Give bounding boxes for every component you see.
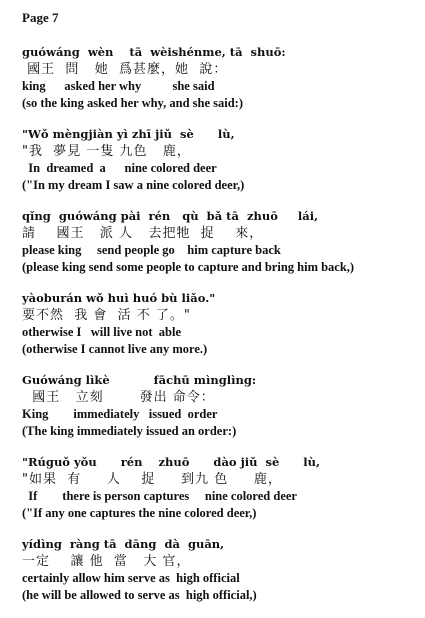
translation-line: (please king send some people to capture and bring him back,) xyxy=(22,260,355,274)
pinyin-line: guówáng wèn tā wèishénme, tā shuō: xyxy=(22,45,286,59)
stanza xyxy=(22,454,417,522)
chinese-line: 請 國王 派 人 去把牠 捉 來， xyxy=(22,226,264,241)
translation-line: (otherwise I cannot live any more.) xyxy=(22,342,208,356)
translation-line: (The king immediately issued an order:) xyxy=(22,424,237,438)
page-title: Page 7 xyxy=(22,10,59,25)
gloss-line: certainly allow him serve as high official xyxy=(22,571,240,585)
pinyin-line: yàoburán wǒ huì huó bù liǎo." xyxy=(22,291,216,305)
pinyin-line: Guówáng lìkè fāchū mìnglìng: xyxy=(22,373,257,387)
gloss-line: In dreamed a nine colored deer xyxy=(22,161,217,175)
chinese-line: "我 夢見 一隻 九色 鹿， xyxy=(22,144,191,159)
chinese-line: "如果 有 人 捉 到九 色 鹿， xyxy=(22,472,282,487)
translation-line: ("In my dream I saw a nine colored deer,) xyxy=(22,178,245,192)
gloss-line: otherwise I will live not able xyxy=(22,325,182,339)
chinese-line: 一定 讓 他 當 大 官， xyxy=(22,554,191,569)
pinyin-line: "Wǒ mèngjiàn yì zhī jiǔ sè lù, xyxy=(22,127,235,141)
translation-line: (he will be allowed to serve as high official,) xyxy=(22,588,257,602)
pinyin-line: "Rúguǒ yǒu rén zhuō dào jiǔ sè lù, xyxy=(22,455,321,469)
gloss-line: King immediately issued order xyxy=(22,407,218,421)
stanza-list xyxy=(22,44,417,604)
gloss-line: If there is person captures nine colored deer xyxy=(22,489,297,503)
pinyin-line: qǐng guówáng pài rén qù bǎ tā zhuō lái, xyxy=(22,209,319,223)
stanza xyxy=(22,208,417,276)
stanza xyxy=(22,126,417,194)
stanza xyxy=(22,536,417,604)
chinese-line: 國王 立刻 發出 命令： xyxy=(22,390,215,405)
document-page xyxy=(22,10,417,618)
gloss-line: king asked her why she said xyxy=(22,79,215,93)
stanza xyxy=(22,372,417,440)
pinyin-line: yídìng ràng tā dāng dà guān, xyxy=(22,537,225,551)
chinese-line: 要不然 我 會 活 不 了。" xyxy=(22,308,191,323)
chinese-line: 國王 問 她 爲甚麼，她 說： xyxy=(22,62,228,77)
stanza xyxy=(22,44,417,112)
gloss-line: please king send people go him capture back xyxy=(22,243,281,257)
translation-line: (so the king asked her why, and she said:) xyxy=(22,96,244,110)
translation-line: ("If any one captures the nine colored deer,) xyxy=(22,506,257,520)
stanza xyxy=(22,290,417,358)
